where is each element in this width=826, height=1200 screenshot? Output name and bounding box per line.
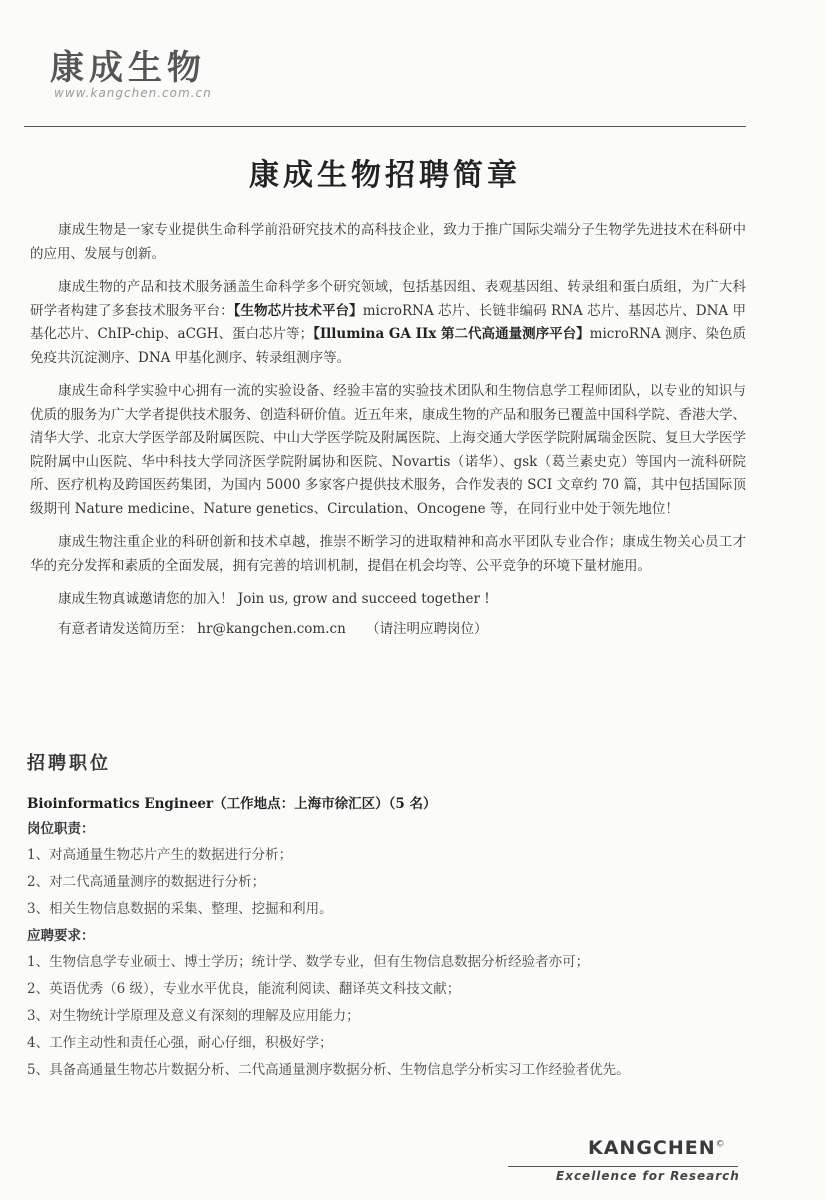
footer-brand-name: KANGCHEN bbox=[588, 1137, 716, 1159]
requirement-item: 2、英语优秀（6 级），专业水平优良，能流利阅读、翻译英文科技文献； bbox=[27, 981, 461, 997]
duty-item: 2、对二代高通量测序的数据进行分析； bbox=[27, 874, 266, 890]
company-logo bbox=[50, 48, 212, 100]
duties-list bbox=[27, 842, 767, 923]
intro-section bbox=[30, 219, 746, 647]
p2-platform-seq: 【Illumina GA IIx 第二代高通量测序平台】 bbox=[313, 326, 590, 342]
intro-contact: 有意者请发送简历至： hr@kangchen.com.cn （请注明应聘岗位） bbox=[58, 620, 488, 637]
header-divider bbox=[24, 126, 746, 127]
intro-paragraph-1: 康成生物是一家专业提供生命科学前沿研究技术的高科技企业，致力于推广国际尖端分子生物学先进技术在科研中的应用、发展与创新。 bbox=[30, 222, 746, 262]
p2-platform-chip: 【生物芯片技术平台】 bbox=[233, 302, 363, 319]
requirement-item: 4、工作主动性和责任心强，耐心仔细，积极好学； bbox=[27, 1035, 333, 1051]
recruitment-section-title: 招聘职位 bbox=[27, 753, 111, 774]
footer-divider bbox=[508, 1166, 738, 1167]
requirements-heading: 应聘要求： bbox=[27, 928, 95, 944]
logo-url: www.kangchen.com.cn bbox=[54, 86, 212, 100]
requirements-list bbox=[27, 949, 767, 1084]
footer-brand-logo bbox=[588, 1137, 726, 1159]
job-title: Bioinformatics Engineer（工作地点：上海市徐汇区）（5 名） bbox=[27, 796, 437, 812]
p2-text-c: microRNA 芯片、长链非编码 RNA 芯片、基因芯片、DNA 甲基化芯片、ChIP-chip、aCGH、蛋白芯片等； bbox=[30, 302, 747, 342]
p2-text-a: 康成生物的产品和技术服务涵盖生命科学多个研究领域，包括基因组、表观基因组、转录组和蛋白质组，为广大科研学者构建了多套技术服务平台： bbox=[30, 279, 746, 319]
intro-paragraph-4: 康成生物注重企业的科研创新和技术卓越，推崇不断学习的进取精神和高水平团队专业合作；康成生物关心员工才华的充分发挥和素质的全面发展，拥有完善的培训机制，提倡在机会均等、公平竞争的环境下量材施用。 bbox=[30, 534, 746, 574]
p2-text-e: microRNA 测序、染色质免疫共沉淀测序、DNA 甲基化测序、转录组测序等。 bbox=[30, 326, 746, 366]
document-title: 康成生物招聘简章 bbox=[249, 158, 521, 193]
intro-paragraph-3: 康成生命科学实验中心拥有一流的实验设备、经验丰富的实验技术团队和生物信息学工程师团队，以专业的知识与优质的服务为广大学者提供技术服务、创造科研价值。近五年来，康成生物的产品和服务已覆盖中国科学院、香港大学、清华大学、北京大学医学部及附属医院、中山大学医学院及附属医院、上海交通大学医学院附属瑞金医院、复旦大学医学院附属中山医院、华中科技大学同济医学院附属协和医院、Novartis（诺华）、gsk（葛兰素史克）等国内一流科研院所、医疗机构及跨国医药集团，为国内 5000 多家客户提供技术服务，合作发表的 SCI 文章约 70 篇，其中包括国际顶级期刊 Nature medicine、Nature genetics、Circulation、Oncogene 等，在同行业中处于领先地位！ bbox=[30, 383, 746, 517]
intro-paragraph-2 bbox=[30, 276, 746, 370]
job-posting bbox=[27, 792, 767, 1084]
intro-invitation: 康成生物真诚邀请您的加入！ Join us, grow and succeed together ! bbox=[58, 591, 490, 607]
requirement-item: 5、具备高通量生物芯片数据分析、二代高通量测序数据分析、生物信息学分析实习工作经验者优先。 bbox=[27, 1062, 630, 1078]
duty-item: 3、相关生物信息数据的采集、整理、挖掘和利用。 bbox=[27, 901, 333, 917]
duties-heading: 岗位职责： bbox=[27, 821, 95, 837]
duty-item: 1、对高通量生物芯片产生的数据进行分析； bbox=[27, 847, 293, 863]
registered-mark: © bbox=[715, 1139, 726, 1150]
requirement-item: 1、生物信息学专业硕士、博士学历；统计学、数学专业，但有生物信息数据分析经验者亦可； bbox=[27, 954, 590, 970]
logo-chinese-name: 康成生物 bbox=[50, 48, 206, 88]
footer-tagline: Excellence for Research bbox=[556, 1169, 740, 1183]
requirement-item: 3、对生物统计学原理及意义有深刻的理解及应用能力； bbox=[27, 1008, 360, 1024]
